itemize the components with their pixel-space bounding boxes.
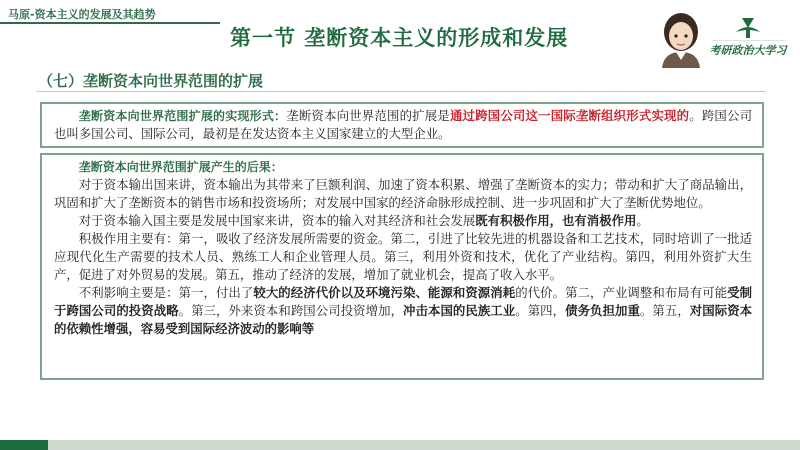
consequences-box [40,153,764,380]
text-segment: 垄断资本向世界范围的扩展是 [286,108,450,123]
brand-logo [702,14,794,60]
text-segment: 。第五， [639,303,690,318]
implementation-label: 垄断资本向世界范围扩展的实现形式： [78,109,287,123]
implementation-paragraph [54,107,752,143]
header-divider [0,22,220,24]
text-segment: 。第四， [515,303,566,318]
bold-text: 对国际资本的依赖性增强，容易受到国际经济波动的影响等 [54,303,753,336]
text-segment: 不利影响主要是：第一，付出了 [78,285,254,300]
bold-text: 债务负担加重 [565,303,640,318]
text-segment: 对于资本输入国主要是发展中国家来讲，资本的输入对其经济和社会发展 [78,213,476,228]
implementation-form-box [40,102,764,148]
highlight-text: 通过跨国公司这一国际垄断组织形式实现的 [449,108,690,123]
paragraph-exporting-country: 对于资本输出国来讲，资本输出为其带来了巨额利润、加速了资本积累、增强了垄断资本的实力；带动和扩大了商品输出，巩固和扩大了垄断资本的销售市场和投资场所；对发展中国家的经济命脉形成控制、进一步巩固和扩大了垄断优势地位。 [54,177,752,210]
course-name: 马原-资本主义的发展及其趋势 [8,8,156,21]
text-segment: 的代价。第二，产业调整和布局有可能 [515,285,728,300]
text-segment: 。 [636,213,649,228]
bold-text: 既有积极作用，也有消极作用 [475,213,637,228]
paragraph-importing-country [54,212,752,230]
consequences-label-line [54,158,752,176]
page-title: 第一节 垄断资本主义的形成和发展 [230,26,569,50]
bold-text: 受制于跨国公司的投资战略 [54,285,753,318]
section-heading: （七）垄断资本向世界范围的扩展 [38,72,264,90]
paragraph-negative-effects [54,284,752,338]
header-bar [0,0,800,60]
paragraph-positive-effects: 积极作用主要有：第一，吸收了经济发展所需要的资金。第二，引进了比较先进的机器设备和工艺技术，同时培训了一批适应现代化生产需要的技术人员、熟练工人和企业管理人员。第三，利用外资和技术，优化了产业结构。第四，利用外资扩大生产，促进了对外贸易的发展。第五，推动了经济的发展，增加了就业机会，提高了收入水平。 [54,231,752,282]
bold-text: 冲击本国的民族工业 [403,303,516,318]
bold-text: 较大的经济代价以及环境污染、能源和资源消耗 [253,285,516,300]
text-segment: 。跨国公司也叫多国公司、国际公司，最初是在发达资本主义国家建立的大型企业。 [54,108,753,141]
logo-text: 考研政治大学习 [709,44,787,57]
progress-fill [0,440,48,450]
text-segment: 。第三，外来资本和跨国公司投资增加， [178,303,404,318]
consequences-label: 垄断资本向世界范围扩展产生的后果： [78,160,283,174]
section-divider [36,91,766,92]
progress-track [0,440,800,450]
